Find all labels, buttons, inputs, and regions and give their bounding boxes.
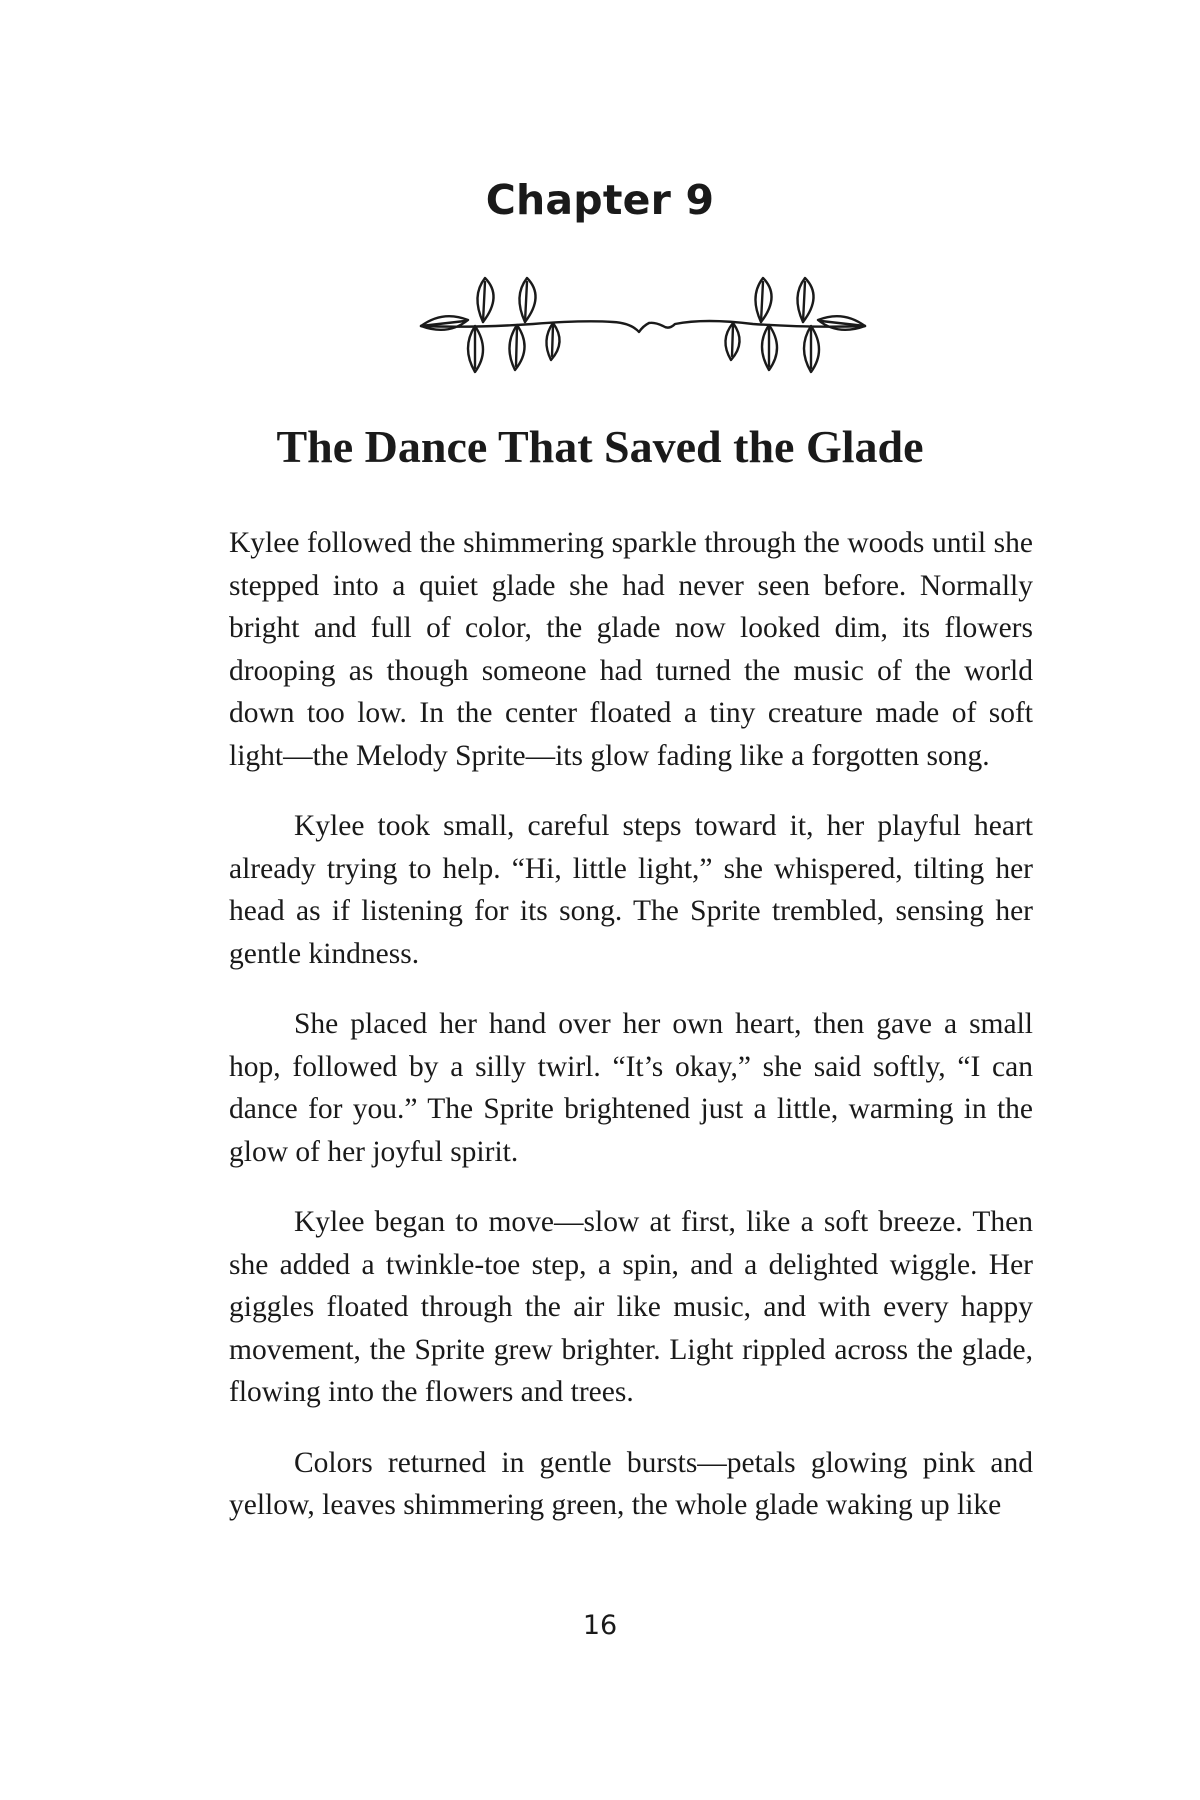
paragraph: She placed her hand over her own heart, then gave a small hop, followed by a silly twirl. “It’s okay,” she said softly, “I can dance for you.” The Sprite brightened just a little, warming in the glow of her joyful spirit. — [229, 1008, 1033, 1168]
paragraph: Colors returned in gentle bursts—petals glowing pink and yellow, leaves shimmering green, the whole glade waking up like — [229, 1446, 1033, 1521]
page-number: 16 — [582, 1610, 618, 1641]
leafy-vine-flourish-icon — [413, 270, 873, 380]
chapter-title: The Dance That Saved the Glade — [276, 421, 924, 472]
paragraph: Kylee took small, careful steps toward it, her playful heart already trying to help. “Hi, little light,” she whispered, tilting her head as if listening for its song. The Sprite trembled, sensing her gentle kindness. — [229, 810, 1033, 970]
chapter-label: Chapter 9 — [485, 176, 715, 224]
story-text — [229, 522, 1033, 1555]
paragraph: Kylee followed the shimmering sparkle through the woods until she stepped into a quiet glade she had never seen before. Normally bright and full of color, the glade now looked dim, its flowers drooping as though someone had turned the music of the world down too low. In the center floated a tiny creature made of soft light—the Melody Sprite—its glow fading like a forgotten song. — [229, 527, 1033, 772]
paragraph: Kylee began to move—slow at first, like a soft breeze. Then she added a twinkle-toe step, a spin, and a delighted wiggle. Her giggles floated through the air like music, and with every happy movement, the Sprite grew brighter. Light rippled across the glade, flowing into the flowers and trees. — [229, 1206, 1033, 1408]
